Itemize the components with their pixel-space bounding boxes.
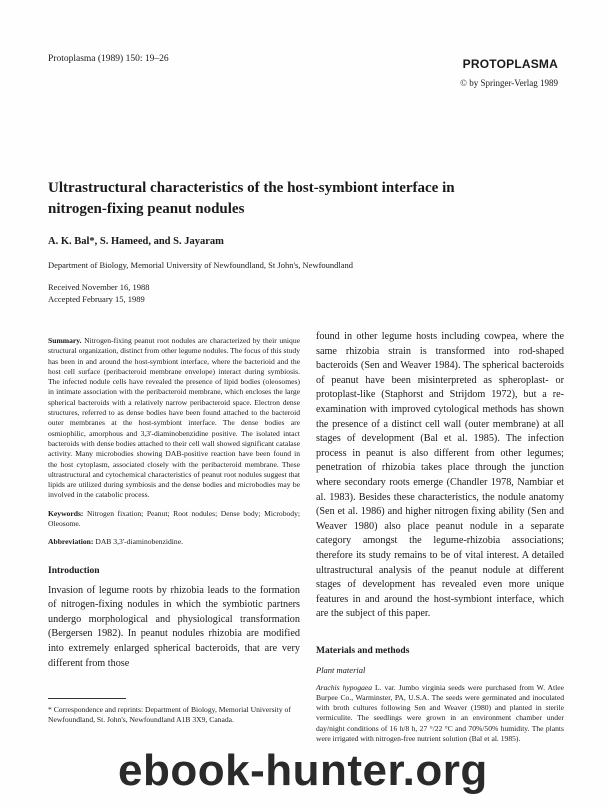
keywords [48, 509, 300, 530]
methods-text [316, 683, 564, 744]
methods-heading: Materials and methods [316, 645, 410, 656]
abstract-text: Nitrogen-fixing peanut root nodules are characterized by their unique structural organization, distinct from other legume nodules. The focus of this study has been in and around the host-symbiont interface, where the bacterioid and the host cell surface (peribacteroid membrane envelope) interact during symbiosis. The infected nodule cells have revealed the presence of lipid bodies (oleosomes) in intimate association with the peribacteroid membrane, which encloses the large spherical bacteroids with a relatively narrow peribacteroid space. Electron dense structures, referred to as dense bodies have been found attached to the bacteroid outer membranes at the host-symbiont interface. The dense bodies are osmiophilic, amorphous and 3,3'-diaminobenzidine positive. The isolated intact bacteroids with dense bodies attached to their cell wall showed significant catalase activity. Many microbodies showing DAB-positive reaction have been found in the host cytoplasm, associated closely with the peribacteroid membrane. These ultrastructural and cytochemical characteristics of peanut root nodules suggest that lipids are utilized during symbiosis and the dense bodies and microbodies may be involved in the catabolic process. [48, 336, 300, 500]
received-date: Received November 16, 1988 [48, 282, 150, 292]
species-name: Arachis hypogaea [316, 682, 373, 692]
journal-name: PROTOPLASMA [462, 57, 558, 71]
left-column [48, 336, 300, 671]
author-list: A. K. Bal*, S. Hameed, and S. Jayaram [48, 236, 224, 247]
journal-reference: Protoplasma (1989) 150: 19–26 [48, 54, 169, 64]
right-column [316, 330, 564, 744]
correspondence-footnote: * Correspondence and reprints: Department of Biology, Memorial University of Newfoundland, St. John's, Newfoundland A1B 3X9, Canada. [48, 705, 291, 725]
author-affiliation: Department of Biology, Memorial University of Newfoundland, St John's, Newfoundland [48, 260, 354, 270]
abbreviation-label: Abbreviation: [48, 537, 94, 547]
introduction-text-right: found in other legume hosts including cowpea, where the same rhizobia strain is transformed into rod-shaped bacteroids (Sen and Weaver 1984). The spherical bacteroids of peanut have been misinterpreted as spheroplast- or protoplast-like (Staphorst and Strijdom 1972), but a re-examination with improved cytological methods has shown the presence of a distinct cell wall (outer membrane) at all stages of development (Bal et al. 1985). The infection process in peanut is also different from other legumes; penetration of rhizobia takes place through the junction where secondary roots emerge (Chandler 1978, Nambiar et al. 1983). Besides these characteristics, the nodule anatomy (Sen et al. 1986) and higher nitrogen fixing ability (Sen and Weaver 1980) also place peanut nodule in a separate category amongst the legume-rhizobia associations; therefore its study remains to be of vital interest. A detailed ultrastructural analysis of the peanut nodule at different stages of development has revealed even more unique features in and around the host-symbiont interface, which are the subject of this paper. [316, 331, 564, 620]
abbreviations [48, 537, 300, 547]
watermark: ebook-hunter.org [118, 746, 488, 795]
footnote-divider [48, 698, 126, 699]
submission-dates [48, 281, 150, 305]
accepted-date: Accepted February 15, 1989 [48, 294, 145, 304]
keywords-text: Nitrogen fixation; Peanut; Root nodules; Dense body; Microbody; Oleosome. [48, 508, 300, 529]
copyright-notice: © by Springer-Verlag 1989 [460, 78, 558, 88]
abstract-label: Summary. [48, 336, 82, 345]
introduction-text-left: Invasion of legume roots by rhizobia leads to the formation of nitrogen-fixing nodules in which the symbiotic partners undergo morphological and physiological transformation (Bergersen 1982). In peanut nodules rhizobia are modified into extremely enlarged spherical bacteroids, that are very different from those [48, 584, 300, 669]
methods-body: L. var. Jumbo virginia seeds were purchased from W. Atlee Burpee Co., Warminster, PA, U.S.A. The seeds were germinated and inoculated with broth cultures following Sen and Weaver (1980) and planted in sterile vermiculite. The seedlings were grown in an environment chamber under day/night conditions of 16 h/8 h, 27 °/22 °C and 70%/50% humidity. The plants were irrigated with nitrogen-free nutrient solution (Bal et al. 1985). [316, 682, 564, 743]
article-title: Ultrastructural characteristics of the host-symbiont interface in nitrogen-fixing peanut nodules [48, 180, 455, 217]
introduction-heading: Introduction [48, 565, 100, 576]
keywords-label: Keywords: [48, 508, 84, 518]
abbreviation-text: DAB 3,3'-diaminobenzidine. [95, 537, 183, 547]
abstract [48, 336, 300, 501]
plant-material-subheading: Plant material [316, 664, 366, 675]
